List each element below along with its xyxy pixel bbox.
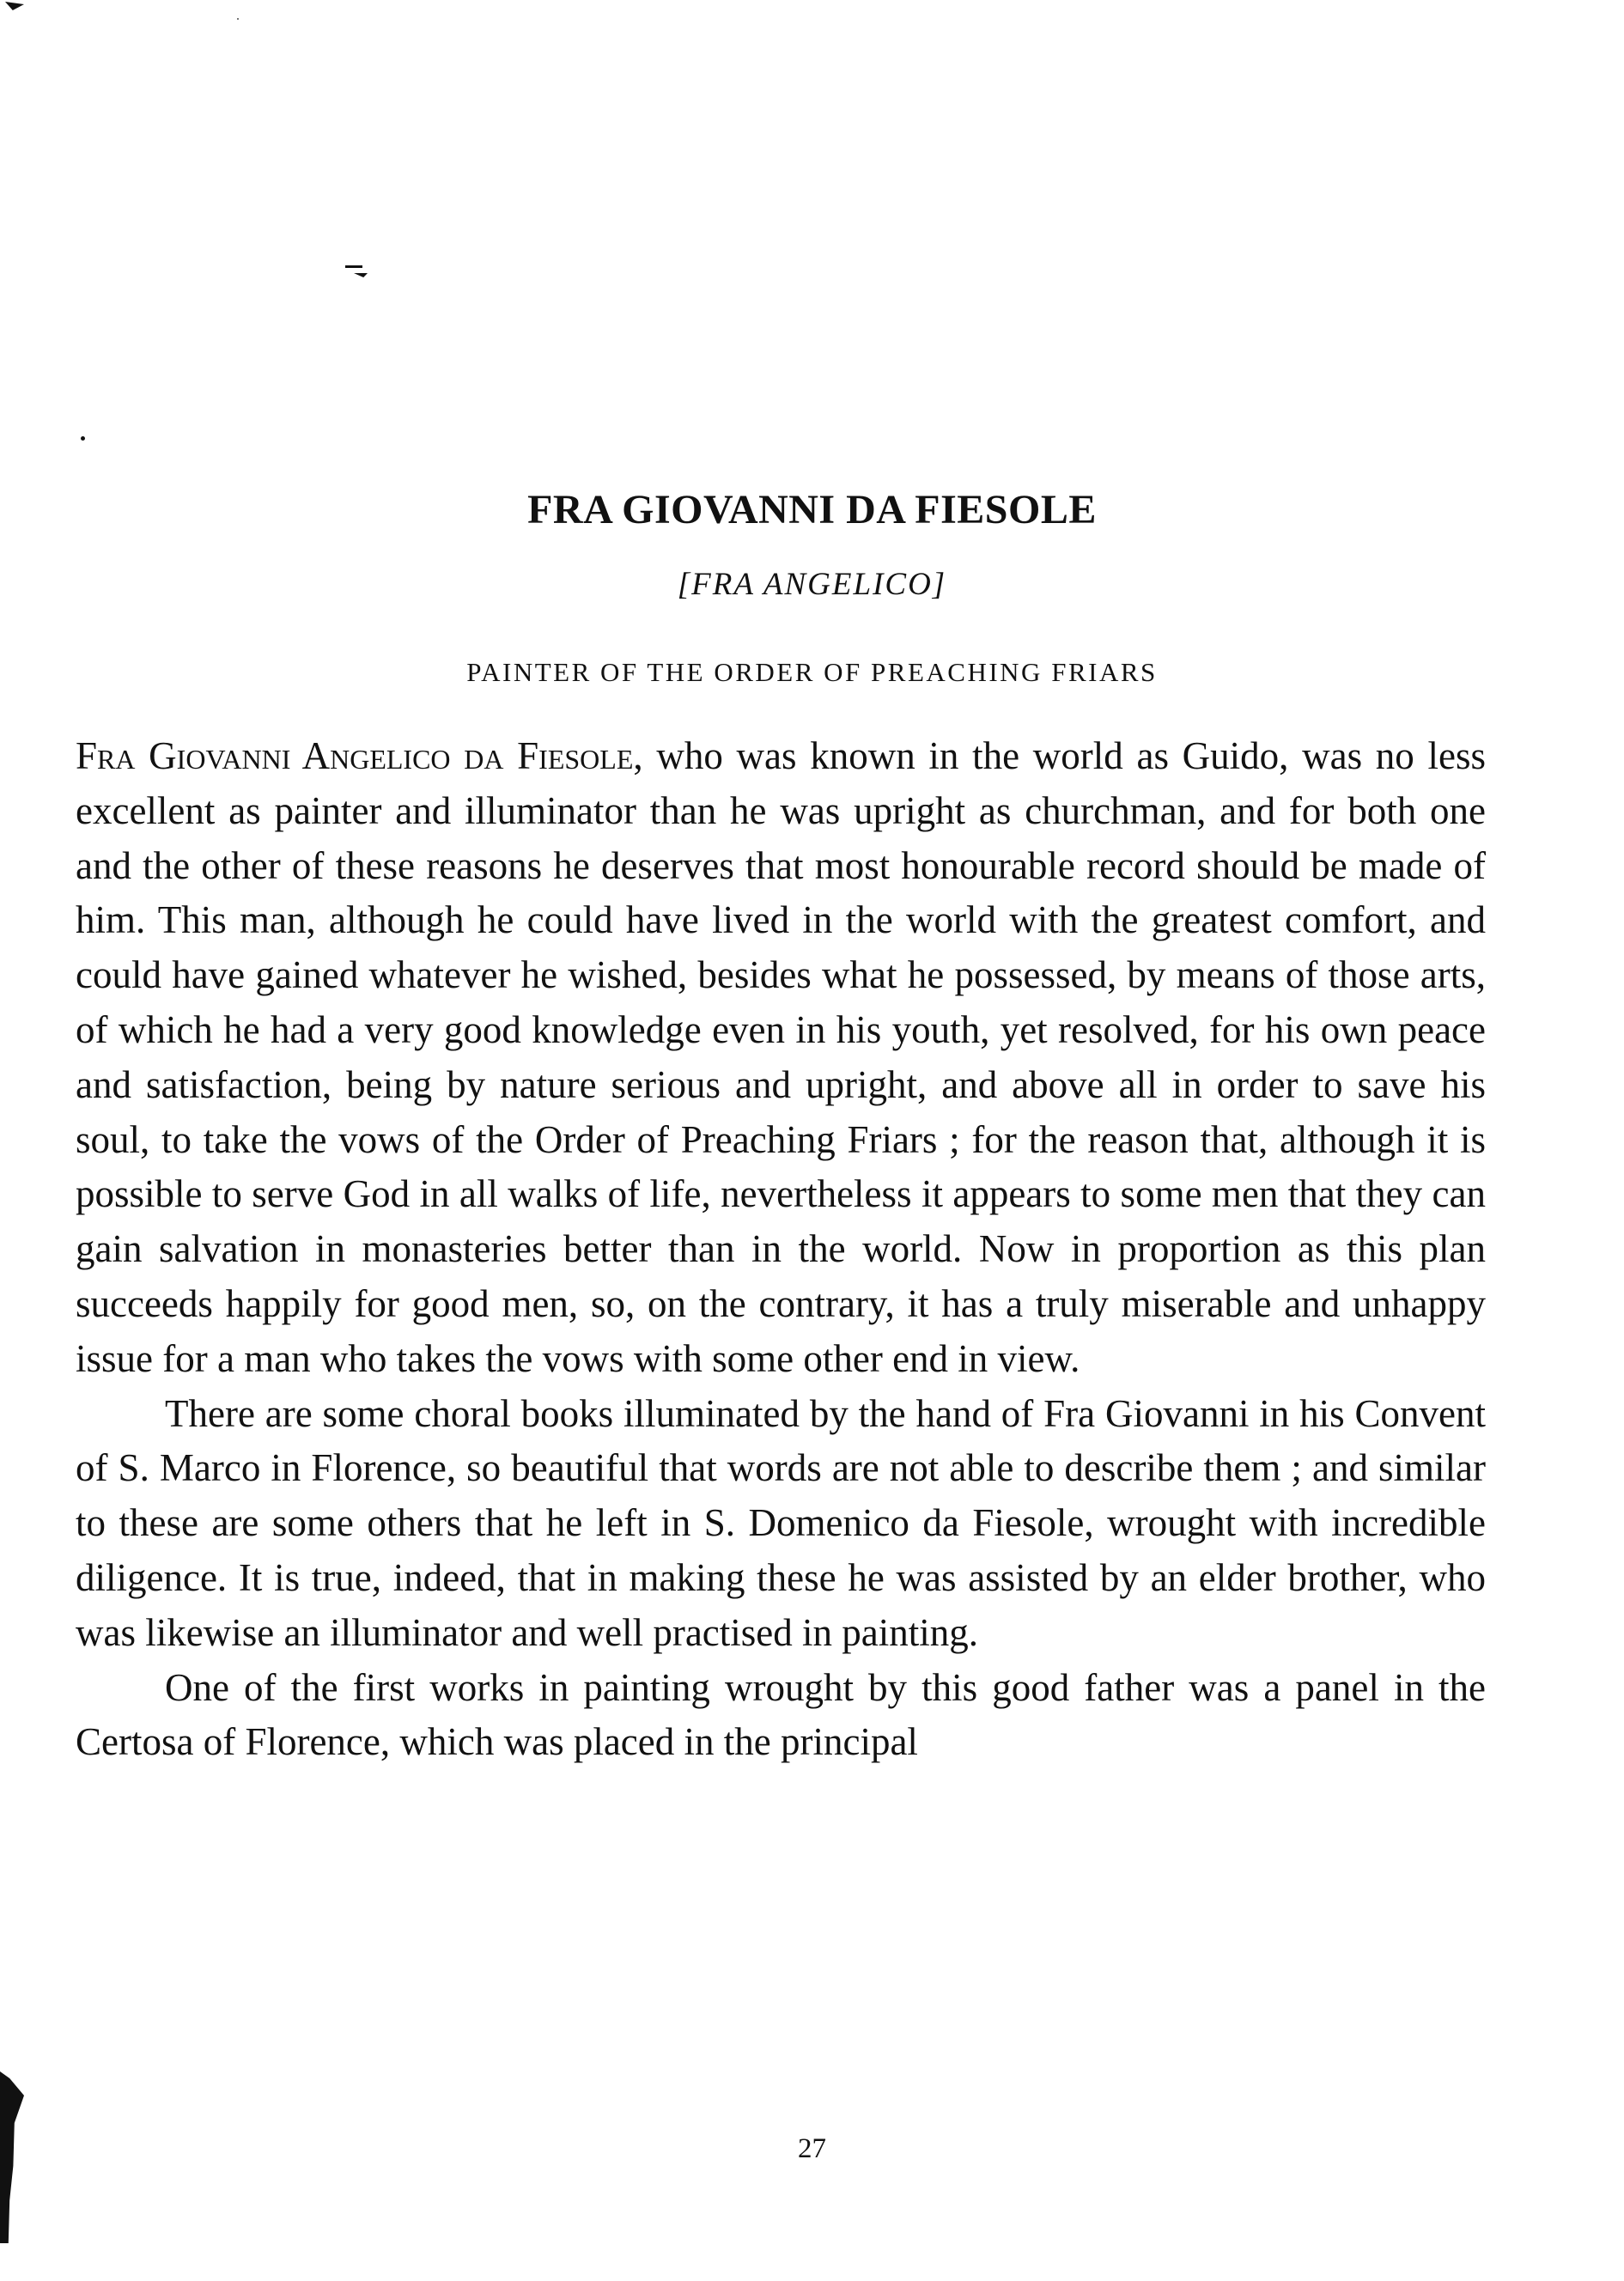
body-text: [76, 729, 1486, 1770]
chapter-title: FRA GIOVANNI DA FIESOLE: [527, 487, 1097, 532]
page-number: 27: [798, 2133, 826, 2164]
paragraph-1: [76, 729, 1486, 1387]
chapter-descriptor: PAINTER OF THE ORDER OF PREACHING FRIARS: [466, 657, 1158, 687]
paragraph-1-lead: Fra Giovanni Angelico da Fiesole: [76, 734, 634, 777]
paragraph-1-text: , who was known in the world as Guido, was no less excellent as painter and illuminator than he was upright as churchman, and for both one and the other of these reasons he deserves that most honourable record should be made of him. This man, although he could have lived in the world with the greatest comfort, and could have gained whatever he wished, besides what he possessed, by means of those arts, of which he had a very good knowledge even in his youth, yet resolved, for his own peace and satisfaction, being by nature serious and upright, and above all in order to save his soul, to take the vows of the Order of Preaching Friars ; for the reason that, although it is possible to serve God in all walks of life, nevertheless it appears to some men that they can gain salvation in monasteries better than in the world. Now in proportion as this plan succeeds happily for good men, so, on the contrary, it has a truly miserable and unhappy issue for a man who takes the vows with some other end in view.: [76, 734, 1486, 1380]
scan-mark-dash: [345, 265, 362, 268]
paragraph-2: There are some choral books illuminated by the hand of Fra Giovanni in his Convent of S. Marco in Florence, so beautiful that words are not able to describe them ; and similar to these are some others that he left in S. Domenico da Fiesole, wrought with incredible diligence. It is true, indeed, that in making these he was assisted by an elder brother, who was likewise an illuminator and well practised in painting.: [76, 1391, 1486, 1654]
chapter-subtitle: [FRA ANGELICO]: [677, 567, 947, 602]
scan-dot: [81, 436, 85, 441]
scan-speck: [237, 18, 239, 20]
scan-mark-dash-tail: [354, 273, 368, 277]
paragraph-3: One of the first works in painting wrought by this good father was a panel in the Certosa of Florence, which was placed in the principal: [76, 1665, 1486, 1764]
scan-mark-top-left: [5, 2, 24, 10]
